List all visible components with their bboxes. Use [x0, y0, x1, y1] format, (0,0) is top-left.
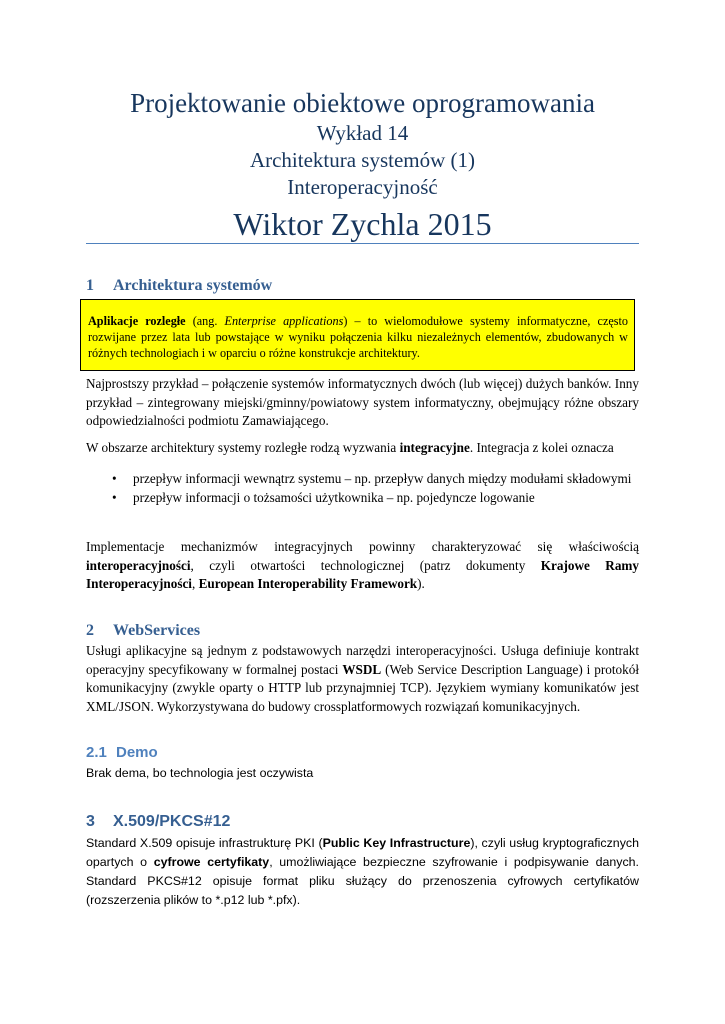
bold-term: WSDL: [342, 661, 382, 677]
bold-term: integracyjne: [399, 440, 470, 455]
callout-text: (ang.: [185, 314, 225, 328]
author-line: Wiktor Zychla 2015: [233, 206, 492, 242]
paragraph-webservices: [86, 642, 639, 716]
bold-term: European Interoperability Framework: [198, 576, 418, 591]
paragraph-text: Standard X.509 opisuje infrastrukturę PKI (: [86, 836, 323, 850]
paragraph-text: ), czyli usług kryptograficznych opartych o: [86, 836, 639, 869]
document-title: Projektowanie obiektowe oprogramowania: [130, 88, 595, 118]
subsection-title: Demo: [116, 744, 158, 761]
bullet-icon: •: [112, 471, 117, 486]
bold-term: Public Key Infrastructure: [322, 836, 471, 850]
title-divider: [86, 243, 639, 244]
bullet-icon: •: [112, 489, 117, 505]
paragraph-text: Implementacje mechanizmów integracyjnych powinny charakteryzować się właściwością: [86, 539, 639, 554]
paragraph-integration: [86, 439, 639, 458]
definition-callout: [80, 299, 635, 371]
list-item: [86, 489, 639, 508]
paragraph-examples: Najprostszy przykład – połączenie systemów informatycznych dwóch (lub więcej) dużych banków. Inny przykład – zintegrowany miejski/gminny/powiatowy system informatyczny, obejmujący różne obszary odpowiedzialności podmiotu Zamawiającego.: [86, 376, 639, 428]
list-item-text: przepływ informacji o tożsamości użytkownika – np. pojedyncze logowanie: [133, 489, 535, 505]
bold-term: Krajowe Ramy Interoperacyjności: [86, 557, 639, 591]
section-title: WebServices: [113, 622, 201, 639]
title-block: [86, 86, 639, 245]
section-2-heading: [86, 622, 200, 640]
callout-term: Aplikacje rozległe: [88, 314, 186, 328]
integration-bullet-list: [86, 470, 639, 507]
subsection-2-1-heading: [86, 744, 158, 761]
paragraph-text: Usługi aplikacyjne są jednym z podstawowych narzędzi interoperacyjności. Usługa definiuje kontrakt operacyjny specyfikowany w formalnej postaci: [86, 643, 639, 677]
paragraph-text: W obszarze architektury systemy rozległe rodzą wyzwania: [86, 440, 400, 455]
paragraph-text: (Web Service Description Language) i protokół komunikacyjny (zwykle oparty o HTTP lub przynajmniej TCP). Językiem wymiany komunikatów jest XML/JSON. Wykorzystywana do budowy crossplatformowych rozwiązań komunikacyjnych.: [86, 661, 639, 714]
paragraph-text: ).: [417, 576, 425, 591]
section-1-heading: [86, 277, 272, 295]
paragraph-demo: Brak dema, bo technologia jest oczywista: [86, 766, 314, 780]
paragraph-text: , czyli otwartości technologicznej (patrz dokumenty: [190, 557, 541, 573]
section-number: 2: [86, 622, 94, 639]
section-number: 1: [86, 277, 94, 294]
paragraph-x509: [86, 834, 639, 910]
lecture-topic: Architektura systemów (1): [249, 148, 476, 172]
callout-definition: ) – to wielomodułowe systemy informatyczne, często rozwijane przez lata lub powstające w wyniku połączenia kilku niezależnych elementów, zbudowanych w różnych technologiach i w oparciu o różne konstrukcje architektury.: [88, 314, 628, 360]
paragraph-text: . Integracja z kolei oznacza: [469, 440, 614, 455]
paragraph-text: ,: [191, 576, 199, 591]
section-3-heading: [86, 813, 230, 831]
paragraph-interoperability: [86, 538, 639, 594]
list-item: [86, 470, 639, 489]
bold-term: interoperacyjności: [86, 557, 191, 573]
subsection-number: 2.1: [86, 744, 107, 761]
lecture-number: Wykład 14: [316, 121, 409, 145]
list-item-text: przepływ informacji wewnątrz systemu – np. przepływ danych między modułami składowymi: [133, 471, 632, 486]
section-number: 3: [86, 813, 95, 830]
paragraph-text: , umożliwiające bezpieczne szyfrowanie i podpisywanie danych. Standard PKCS#12 opisuje format pliku służący do przenoszenia cyfrowych certyfikatów (rozszerzenia plików to *.p12 lub *.pfx).: [86, 855, 639, 907]
lecture-subtopic: Interoperacyjność: [287, 175, 438, 199]
section-title: X.509/PKCS#12: [113, 813, 231, 830]
section-title: Architektura systemów: [113, 277, 273, 294]
callout-english-term: Enterprise applications: [224, 314, 344, 328]
bold-term: cyfrowe certyfikaty: [153, 855, 270, 869]
